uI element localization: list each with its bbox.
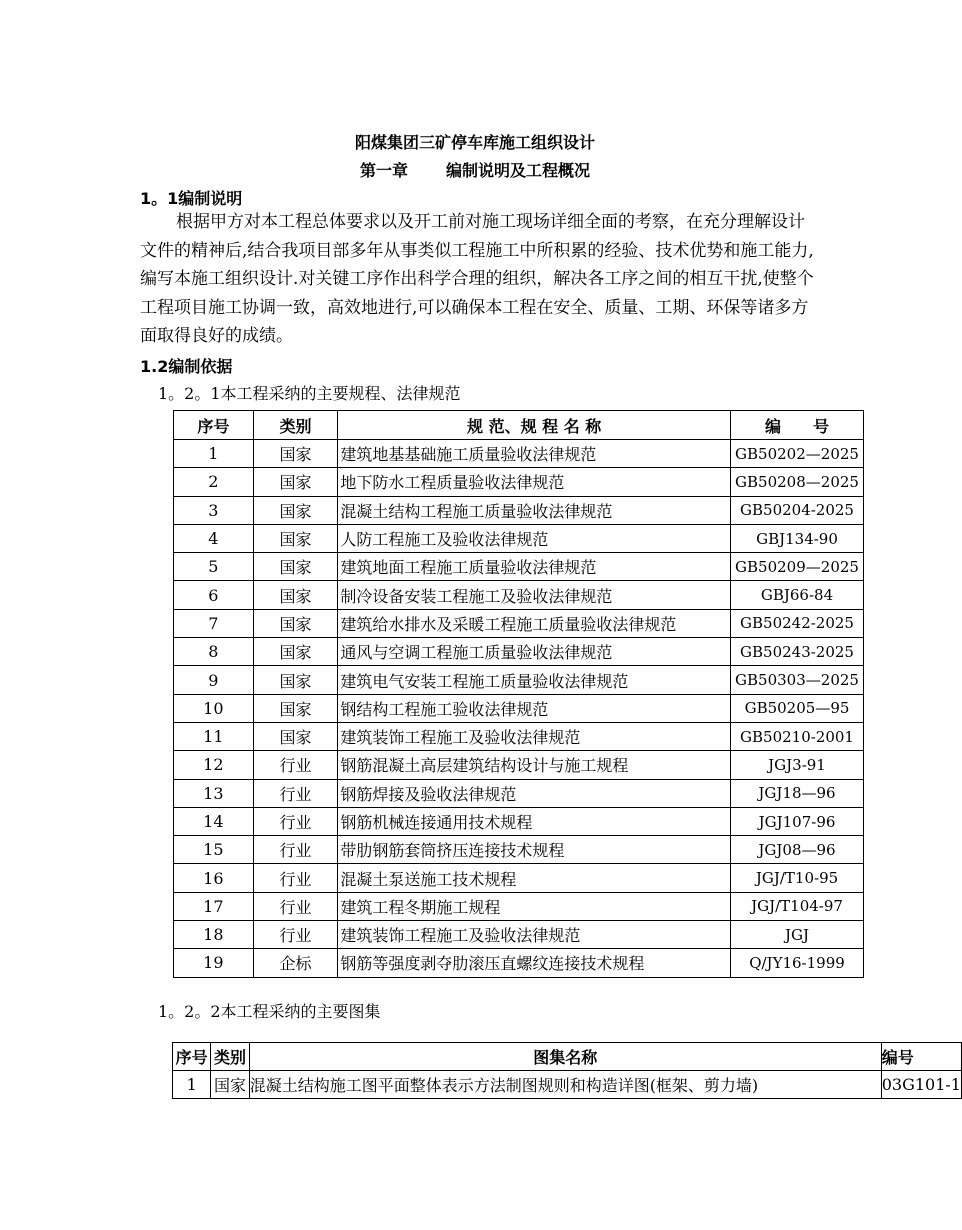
chapter-number: 第一章 bbox=[359, 161, 408, 180]
cell-name: 通风与空调工程施工质量验收法律规范 bbox=[338, 638, 731, 666]
cell-category: 国家 bbox=[253, 524, 338, 552]
table-header-row bbox=[173, 1043, 962, 1071]
cell-name: 混凝土结构施工图平面整体表示方法制图规则和构造详图(框架、剪力墙) bbox=[249, 1071, 881, 1099]
header-index: 序号 bbox=[173, 1043, 211, 1071]
table-row bbox=[174, 440, 864, 468]
table-row bbox=[174, 892, 864, 920]
cell-code: GBJ66-84 bbox=[731, 581, 864, 609]
cell-name: 建筑电气安装工程施工质量验收法律规范 bbox=[338, 666, 731, 694]
section-heading-1-1: 1。1编制说明 bbox=[140, 189, 243, 208]
cell-index: 1 bbox=[174, 440, 254, 468]
table-row bbox=[174, 666, 864, 694]
cell-index: 10 bbox=[174, 694, 254, 722]
cell-category: 国家 bbox=[253, 553, 338, 581]
table-row bbox=[174, 921, 864, 949]
cell-index: 7 bbox=[174, 609, 254, 637]
cell-code: Q/JY16-1999 bbox=[731, 949, 864, 977]
section-heading-1-2: 1.2编制依据 bbox=[140, 357, 233, 376]
cell-code: JGJ/T104-97 bbox=[731, 892, 864, 920]
cell-category: 行业 bbox=[253, 779, 338, 807]
table-row bbox=[174, 468, 864, 496]
chapter-title: 编制说明及工程概况 bbox=[446, 161, 591, 180]
document-title: 阳煤集团三矿停车库施工组织设计 bbox=[354, 133, 595, 152]
cell-index: 15 bbox=[174, 836, 254, 864]
cell-code: GB50205—95 bbox=[731, 694, 864, 722]
cell-category: 国家 bbox=[253, 496, 338, 524]
cell-index: 9 bbox=[174, 666, 254, 694]
header-category: 类别 bbox=[253, 411, 338, 440]
table-row bbox=[174, 581, 864, 609]
cell-code: JGJ3-91 bbox=[731, 751, 864, 779]
cell-category: 行业 bbox=[253, 921, 338, 949]
table-row bbox=[174, 638, 864, 666]
cell-index: 3 bbox=[174, 496, 254, 524]
cell-index: 14 bbox=[174, 807, 254, 835]
table-row bbox=[174, 553, 864, 581]
header-index: 序号 bbox=[174, 411, 254, 440]
cell-index: 4 bbox=[174, 524, 254, 552]
cell-index: 12 bbox=[174, 751, 254, 779]
cell-category: 国家 bbox=[211, 1071, 249, 1099]
table-row bbox=[174, 694, 864, 722]
cell-category: 行业 bbox=[253, 836, 338, 864]
section-paragraph-1-1: 根据甲方对本工程总体要求以及开工前对施工现场详细全面的考察，在充分理解设计文件的精神后,结合我项目部多年从事类似工程施工中所积累的经验、技术优势和施工能力,编写本施工组织设计.对关键工序作出科学合理的组织，解决各工序之间的相互干扰,使整个工程项目施工协调一致，高效地进行,可以确保本工程在安全、质量、工期、环保等诸多方面取得良好的成绩。 bbox=[140, 212, 814, 347]
cell-name: 制冷设备安装工程施工及验收法律规范 bbox=[338, 581, 731, 609]
atlas-table bbox=[172, 1042, 962, 1099]
table-row bbox=[174, 609, 864, 637]
cell-code: JGJ/T10-95 bbox=[731, 864, 864, 892]
cell-category: 国家 bbox=[253, 581, 338, 609]
cell-category: 国家 bbox=[253, 440, 338, 468]
cell-name: 混凝土结构工程施工质量验收法律规范 bbox=[338, 496, 731, 524]
table-row bbox=[173, 1071, 962, 1099]
cell-index: 11 bbox=[174, 722, 254, 750]
cell-category: 国家 bbox=[253, 609, 338, 637]
cell-category: 国家 bbox=[253, 666, 338, 694]
cell-index: 2 bbox=[174, 468, 254, 496]
cell-code: GB50303—2025 bbox=[731, 666, 864, 694]
cell-code: GB50243-2025 bbox=[731, 638, 864, 666]
cell-index: 5 bbox=[174, 553, 254, 581]
table-row bbox=[174, 496, 864, 524]
table-header-row bbox=[174, 411, 864, 440]
cell-index: 17 bbox=[174, 892, 254, 920]
cell-code: JGJ08—96 bbox=[731, 836, 864, 864]
cell-index: 19 bbox=[174, 949, 254, 977]
cell-index: 13 bbox=[174, 779, 254, 807]
table-row bbox=[174, 524, 864, 552]
cell-category: 国家 bbox=[253, 694, 338, 722]
cell-index: 18 bbox=[174, 921, 254, 949]
cell-name: 混凝土泵送施工技术规程 bbox=[338, 864, 731, 892]
header-name: 规 范、规 程 名 称 bbox=[338, 411, 731, 440]
standards-table bbox=[173, 410, 864, 978]
table-row bbox=[174, 807, 864, 835]
cell-name: 建筑地面工程施工质量验收法律规范 bbox=[338, 553, 731, 581]
subsection-heading-1-2-2: 1。2。2本工程采纳的主要图集 bbox=[158, 1002, 381, 1021]
table-row bbox=[174, 949, 864, 977]
cell-index: 6 bbox=[174, 581, 254, 609]
cell-name: 建筑地基基础施工质量验收法律规范 bbox=[338, 440, 731, 468]
cell-name: 钢筋机械连接通用技术规程 bbox=[338, 807, 731, 835]
cell-name: 钢结构工程施工验收法律规范 bbox=[338, 694, 731, 722]
cell-code: GB50210-2001 bbox=[731, 722, 864, 750]
cell-category: 行业 bbox=[253, 892, 338, 920]
cell-category: 国家 bbox=[253, 468, 338, 496]
header-code: 编 号 bbox=[731, 411, 864, 440]
cell-code: GB50204-2025 bbox=[731, 496, 864, 524]
subsection-heading-1-2-1: 1。2。1本工程采纳的主要规程、法律规范 bbox=[158, 384, 461, 403]
cell-category: 国家 bbox=[253, 722, 338, 750]
cell-code: GB50202—2025 bbox=[731, 440, 864, 468]
table-row bbox=[174, 751, 864, 779]
cell-code: JGJ bbox=[731, 921, 864, 949]
cell-code: JGJ107-96 bbox=[731, 807, 864, 835]
cell-code: GB50209—2025 bbox=[731, 553, 864, 581]
cell-index: 8 bbox=[174, 638, 254, 666]
cell-name: 人防工程施工及验收法律规范 bbox=[338, 524, 731, 552]
cell-category: 企标 bbox=[253, 949, 338, 977]
cell-code: GB50242-2025 bbox=[731, 609, 864, 637]
cell-name: 带肋钢筋套筒挤压连接技术规程 bbox=[338, 836, 731, 864]
cell-category: 行业 bbox=[253, 807, 338, 835]
header-name: 图集名称 bbox=[249, 1043, 881, 1071]
cell-name: 建筑装饰工程施工及验收法律规范 bbox=[338, 921, 731, 949]
cell-index: 1 bbox=[173, 1071, 211, 1099]
cell-code: GBJ134-90 bbox=[731, 524, 864, 552]
cell-name: 钢筋等强度剥夺肋滚压直螺纹连接技术规程 bbox=[338, 949, 731, 977]
cell-category: 行业 bbox=[253, 751, 338, 779]
cell-name: 建筑装饰工程施工及验收法律规范 bbox=[338, 722, 731, 750]
cell-name: 钢筋混凝土高层建筑结构设计与施工规程 bbox=[338, 751, 731, 779]
cell-name: 建筑工程冬期施工规程 bbox=[338, 892, 731, 920]
cell-code: 03G101-1 bbox=[881, 1071, 961, 1099]
cell-code: GB50208—2025 bbox=[731, 468, 864, 496]
table-row bbox=[174, 836, 864, 864]
cell-category: 国家 bbox=[253, 638, 338, 666]
header-code: 编号 bbox=[881, 1043, 961, 1071]
table-row bbox=[174, 722, 864, 750]
cell-name: 钢筋焊接及验收法律规范 bbox=[338, 779, 731, 807]
cell-index: 16 bbox=[174, 864, 254, 892]
header-category: 类别 bbox=[211, 1043, 249, 1071]
cell-name: 地下防水工程质量验收法律规范 bbox=[338, 468, 731, 496]
cell-code: JGJ18—96 bbox=[731, 779, 864, 807]
table-row bbox=[174, 864, 864, 892]
cell-name: 建筑给水排水及采暖工程施工质量验收法律规范 bbox=[338, 609, 731, 637]
cell-category: 行业 bbox=[253, 864, 338, 892]
chapter-heading bbox=[0, 158, 950, 181]
table-row bbox=[174, 779, 864, 807]
